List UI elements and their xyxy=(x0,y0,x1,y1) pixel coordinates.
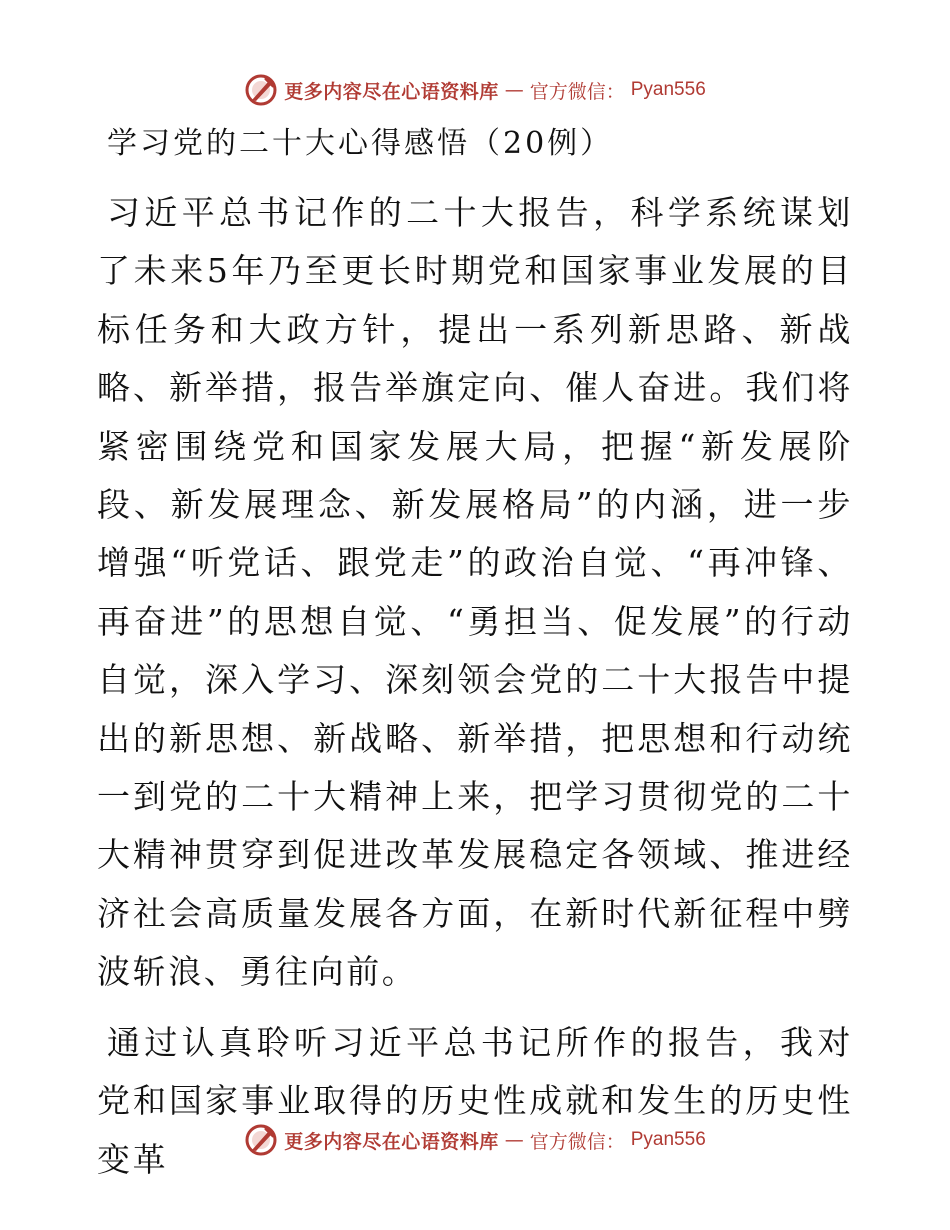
banner-wechat-id: Pyan556 xyxy=(630,1129,706,1150)
banner-main-text: 更多内容尽在心语资料库 xyxy=(284,80,499,103)
banner-separator: — xyxy=(504,79,524,101)
banner-wechat-label: 官方微信： xyxy=(529,80,625,103)
banner-wechat-id: Pyan556 xyxy=(630,79,706,100)
banner-separator: — xyxy=(504,1129,524,1151)
paragraph: 通过认真聆听习近平总书记所作的报告，我对党和国家事业取得的历史性成就和发生的历史性变革 xyxy=(97,1022,853,1179)
paragraph: 习近平总书记作的二十大报告，科学系统谋划了未来5年乃至更长时期党和国家事业发展的目标任务和大政方针，提出一系列新思路、新战略、新举措，报告举旗定向、催人奋进。我们将紧密围绕党和国家发展大局，把握“新发展阶段、新发展理念、新发展格局”的内涵，进一步增强“听党话、跟党走”的政治自觉、“再冲锋、再奋进”的思想自觉、“勇担当、促发展”的行动自觉，深入学习、深刻领会党的二十大报告中提出的新思想、新战略、新举措，把思想和行动统一到党的二十大精神上来，把学习贯彻党的二十大精神贯穿到促进改革发展稳定各领域、推进经济社会高质量发展各方面，在新时代新征程中劈波斩浪、勇往向前。 xyxy=(97,193,853,992)
document-body xyxy=(97,118,853,1201)
banner-main-text: 更多内容尽在心语资料库 xyxy=(284,1130,499,1153)
banner-wechat-label: 官方微信： xyxy=(529,1130,625,1153)
feather-pen-circle-icon xyxy=(244,73,278,107)
footer-banner xyxy=(0,1118,950,1162)
feather-pen-circle-icon xyxy=(244,1123,278,1157)
header-banner xyxy=(0,68,950,112)
document-title: 学习党的二十大心得感悟（20例） xyxy=(107,126,614,161)
